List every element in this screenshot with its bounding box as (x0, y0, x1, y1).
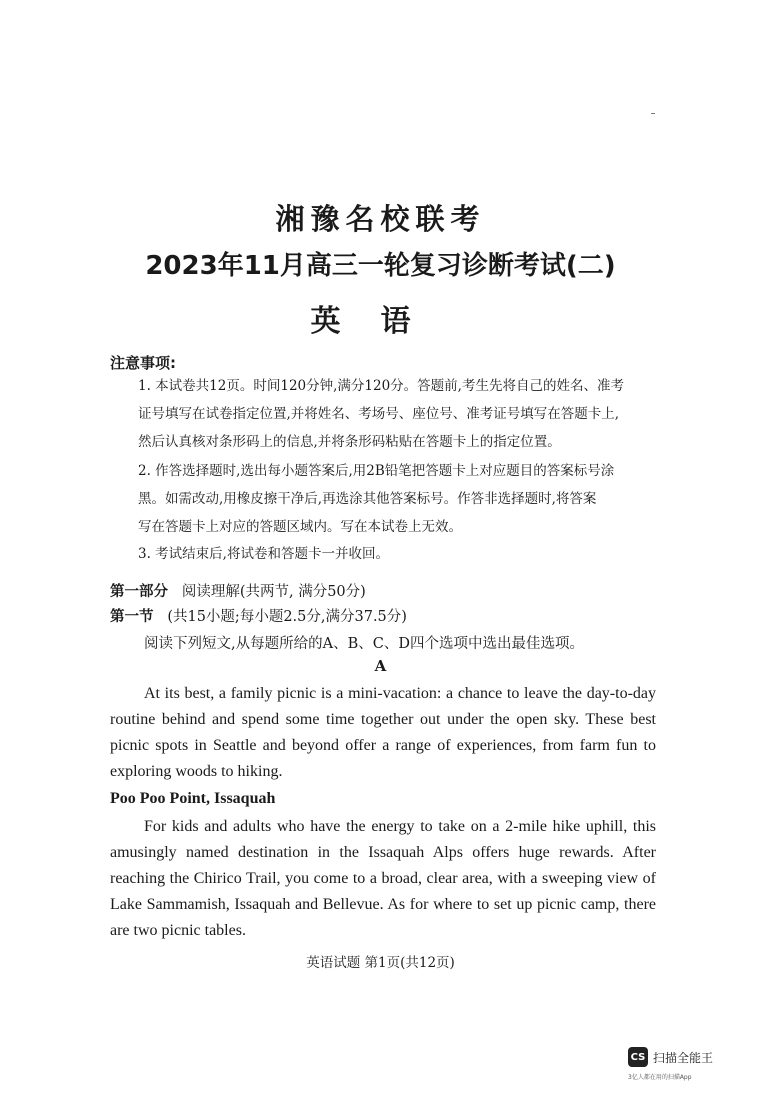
notice-item-1 (138, 372, 658, 456)
exam-title: 湘豫名校联考 (275, 202, 486, 236)
notice-item-2 (138, 457, 658, 541)
page-footer: 英语试题 第1页(共12页) (306, 955, 455, 971)
notice-heading: 注意事项: (110, 354, 176, 372)
section-title: (共15小题;每小题2.5分,满分37.5分) (167, 609, 407, 625)
passage-intro (110, 681, 656, 785)
notice-line: 证号填写在试卷指定位置,并将姓名、考场号、座位号、准考证号填写在答题卡上, (138, 406, 620, 422)
notice-line: 2. 作答选择题时,选出每小题答案后,用2B铅笔把答题卡上对应题目的答案标号涂 (138, 463, 615, 479)
section-heading (110, 605, 407, 626)
intro-text: At its best, a family picnic is a mini-vacation: a chance to leave the day-to-day routine behind and spend some time together out under the open sky. These best picnic spots in Seattle and beyond offer a range of experiences, from farm fun to exploring woods to hiking. (110, 685, 656, 780)
instruction: 阅读下列短文,从每题所给的A、B、C、D四个选项中选出最佳选项。 (144, 636, 584, 652)
notice-item-3 (138, 540, 658, 568)
passage-letter: A (374, 657, 387, 675)
watermark-tagline: 3亿人都在用的扫描App (628, 1074, 692, 1081)
part-title: 阅读理解(共两节, 满分50分) (181, 584, 366, 600)
section-label: 第一节 (110, 609, 154, 625)
notice-line: 3. 考试结束后,将试卷和答题卡一并收回。 (138, 546, 389, 562)
watermark-app-name: 扫描全能王 (653, 1050, 714, 1065)
exam-subtitle: 2023年11月高三一轮复习诊断考试(二) (145, 251, 616, 281)
body-text: For kids and adults who have the energy to take on a 2-mile hike uphill, this amusingly named destination in the Issaquah Alps offers huge rewards. After reaching the Chirico Trail, you come to a broad, clear area, with a sweeping view of Lake Sammamish, Issaquah and Bellevue. As for where to set up picnic camp, there are two picnic tables. (110, 818, 656, 939)
scan-mark (651, 113, 655, 114)
passage-subheading: Poo Poo Point, Issaquah (110, 790, 276, 807)
subject-title: 英语 (310, 304, 451, 339)
scanner-watermark (628, 1047, 713, 1067)
part-label: 第一部分 (110, 584, 168, 600)
notice-line: 然后认真核对条形码上的信息,并将条形码粘贴在答题卡上的指定位置。 (138, 434, 561, 450)
notice-line: 1. 本试卷共12页。时间120分钟,满分120分。答题前,考生先将自己的姓名、准考 (138, 378, 624, 394)
part-heading (110, 580, 366, 601)
notice-line: 黑。如需改动,用橡皮擦干净后,再选涂其他答案标号。作答非选择题时,将答案 (138, 491, 597, 507)
notice-line: 写在答题卡上对应的答题区域内。写在本试卷上无效。 (138, 519, 462, 535)
camscanner-icon: CS (628, 1047, 648, 1067)
passage-body (110, 814, 656, 944)
